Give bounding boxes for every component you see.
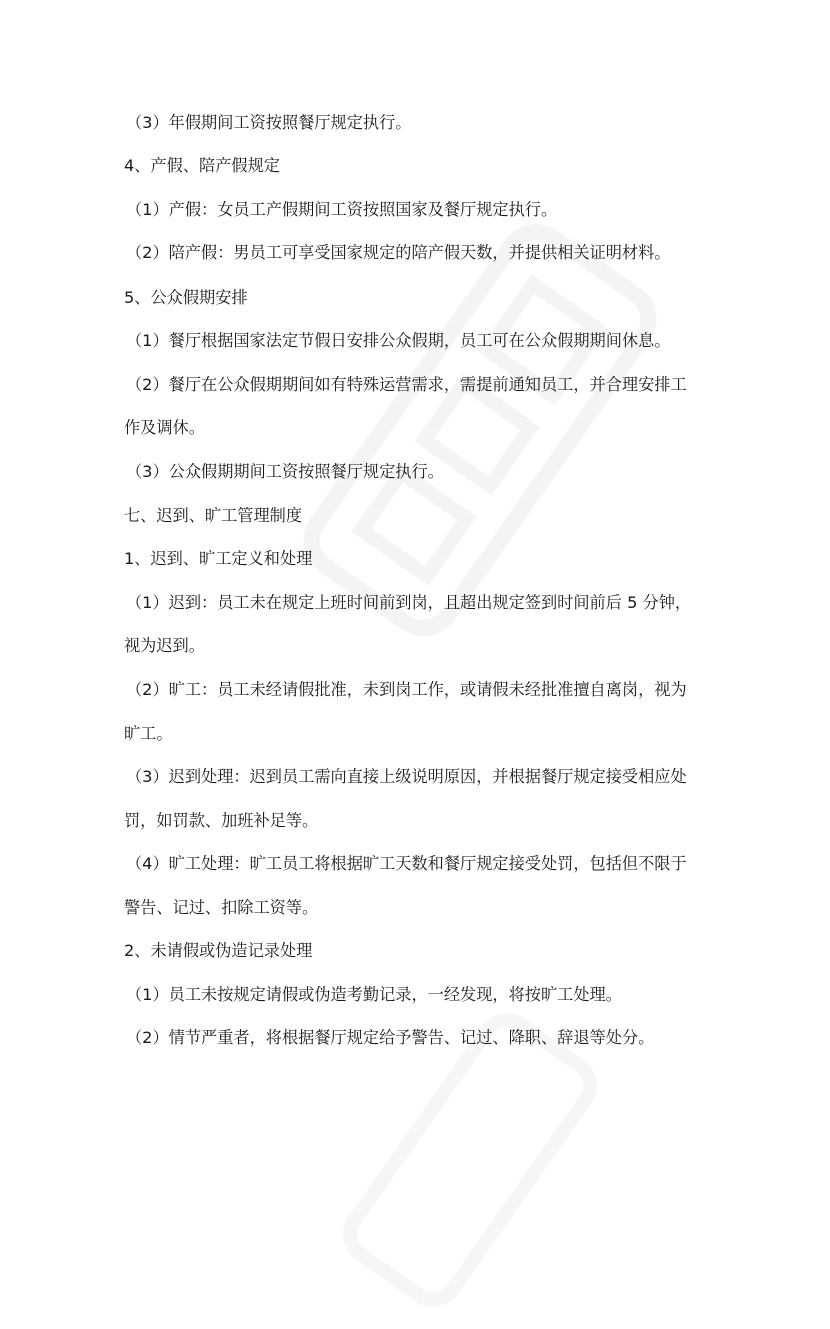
paragraph-line: （2）餐厅在公众假期期间如有特殊运营需求，需提前通知员工，并合理安排工 — [126, 375, 687, 394]
section-heading: 4、产假、陪产假规定 — [124, 156, 280, 175]
paragraph-line: 罚，如罚款、加班补足等。 — [124, 811, 319, 830]
paragraph-line: （1）产假：女员工产假期间工资按照国家及餐厅规定执行。 — [126, 200, 558, 219]
paragraph-line: （2）陪产假：男员工可享受国家规定的陪产假天数，并提供相关证明材料。 — [126, 243, 671, 262]
chapter-heading: 七、迟到、旷工管理制度 — [124, 506, 303, 525]
paragraph-line: （1）迟到：员工未在规定上班时间前到岗，且超出规定签到时间前后 5 分钟， — [126, 593, 692, 612]
paragraph-line: 作及调休。 — [124, 418, 205, 437]
paragraph-line: 警告、记过、扣除工资等。 — [124, 898, 319, 917]
paragraph-line: （2）旷工：员工未经请假批准，未到岗工作，或请假未经批准擅自离岗，视为 — [126, 680, 687, 699]
paragraph-line: （1）员工未按规定请假或伪造考勤记录，一经发现，将按旷工处理。 — [126, 985, 622, 1004]
paragraph-line: （3）公众假期期间工资按照餐厅规定执行。 — [126, 462, 444, 481]
paragraph-line: 旷工。 — [124, 724, 173, 743]
paragraph-line: （1）餐厅根据国家法定节假日安排公众假期，员工可在公众假期期间休息。 — [126, 331, 671, 350]
section-heading: 5、公众假期安排 — [124, 288, 248, 307]
paragraph-line: （4）旷工处理：旷工员工将根据旷工天数和餐厅规定接受处罚，包括但不限于 — [126, 854, 687, 873]
paragraph-line: （3）迟到处理：迟到员工需向直接上级说明原因，并根据餐厅规定接受相应处 — [126, 767, 687, 786]
paragraph-line: （3）年假期间工资按照餐厅规定执行。 — [126, 113, 412, 132]
section-heading: 1、迟到、旷工定义和处理 — [124, 549, 313, 568]
paragraph-line: 视为迟到。 — [124, 636, 205, 655]
section-heading: 2、未请假或伪造记录处理 — [124, 941, 313, 960]
paragraph-line: （2）情节严重者，将根据餐厅规定给予警告、记过、降职、辞退等处分。 — [126, 1028, 655, 1047]
